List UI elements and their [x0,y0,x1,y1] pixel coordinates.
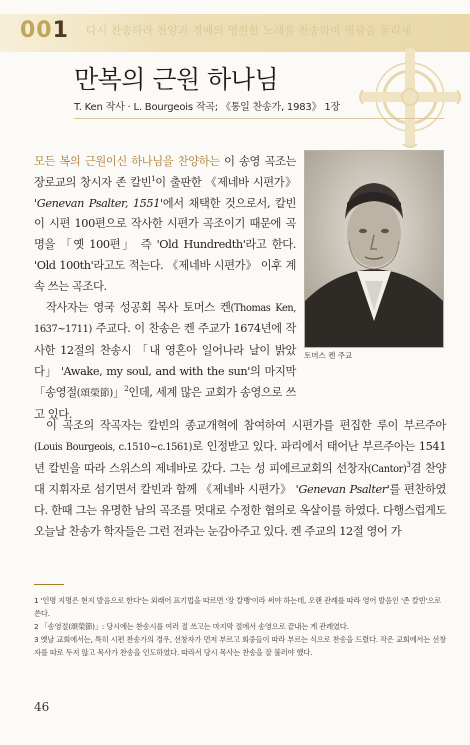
text-run: (Cantor) [367,463,407,475]
text-run: (頌榮節) [76,387,113,399]
text-run: 를 편찬하였다. 한때 그는 유명한 남의 곡조를 멋대로 수정한 혐의로 옥살이를 하였다. 다행스럽게도 오늘날 찬송가 학자들은 그런 전과는 눈감아주고 있다. 켄 주교의 12절 영어 가 [34,483,447,538]
text-run: 이 출판한 《제네바 시편가》 [155,175,297,189]
page-title: 만복의 근원 하나님 [74,65,279,94]
text-run: 인데, 세계 많은 교회가 송영으로 쓰고 있다. [34,385,296,421]
text-run: 에서 채택한 것으로서, 칼빈이 시편 100편으로 작사한 시편가 곡조이기 때문에 곡명을 「옛 100편」 즉 'Old Hundredth'라고 한다. 'Old 100th'라고도 적는다. 《제네바 시편가》 이후 계속 쓰는 곡조다. [34,196,296,293]
footnote-2: 2 「송영절(頌榮節)」: 당시에는 찬송시를 여러 절 쓰고는 마지막 절에서 송영으로 끝내는 게 관례였다. [34,622,349,631]
text-run: 작사자는 영국 성공회 목사 토머스 켄 [46,300,231,314]
portrait-image [304,150,444,348]
paragraph-1 [34,152,296,425]
page-number: 46 [34,700,50,714]
text-run: 주교다. 이 찬송은 켄 주교가 1674년에 작사한 12절의 찬송시 「내 영혼아 일어나라 날이 밝았다」 'Awake, my soul, and with the sun'의 마지막 「송영절 [34,322,296,399]
text-run: (Louis Bourgeois, c.1510~c.1561) [34,441,193,453]
header-faded-text: 다시 찬송하라 찬양과 경배의 영원한 노래를 찬송하며 영광을 돌리세 [86,24,412,37]
text-run: 겸 찬양대 지휘자로 섬기면서 칼빈과 함께 《제네바 시편가》 [34,461,446,497]
celtic-cross-ornament [355,42,465,152]
portrait-drawing [305,151,443,347]
text-run: 'Genevan Psalter, 1551' [34,196,163,210]
text-run: 2 [124,385,129,393]
text-run: 3 [406,460,411,469]
footnotes [34,594,448,659]
paragraph-1b [34,301,296,421]
chapter-number [20,18,69,43]
title-rule [74,118,444,119]
footnote-3: 3 옛날 교회에서는, 특히 시편 찬송가의 경우, 선창자가 먼저 부르고 회중들이 따라 부르는 식으로 찬송을 드렸다. 작은 교회에서는 선창자를 따로 두지 않고 목사가 찬송을 인도하였다. 따라서 당시 목사는 찬송을 잘 불러야 했다. [34,635,446,657]
text-run: 이 곡조의 작곡자는 칼빈의 종교개혁에 참여하여 시편가를 편집한 루이 부르주아 [46,419,446,432]
text-run: 로 인정받고 있다. 파리에서 태어난 부르주아는 1541년 칼빈을 따라 스위스의 제네바로 갔다. 그는 성 피에르교회의 선창자 [34,439,446,475]
page-subtitle: T. Ken 작사 · L. Bourgeois 작곡; 《통일 찬송가, 1983》 1장 [74,102,340,113]
text-run: 모든 복의 근원이신 하나님을 찬양하는 [34,155,220,168]
text-run: (Thomas Ken, 1637~1711) [34,302,296,336]
paragraph-2-text [34,419,446,538]
chapter-number-last: 1 [52,18,69,43]
footnote-rule [34,584,64,585]
paragraph-1a [34,155,296,293]
chapter-number-prefix: 00 [20,18,53,43]
text-run: 'Genevan Psalter' [295,483,390,497]
text-run: 이 송영 곡조는 장로교의 창시자 존 칼빈 [34,155,296,189]
text-run: 1 [151,175,156,184]
paragraph-2 [34,416,446,543]
portrait-caption: 토머스 켄 주교 [304,351,353,360]
text-run: 」 [112,385,125,399]
footnote-1: 1 '인명 지명은 현지 발음으로 한다'는 외래어 표기법을 따르면 '장 칼뱅'이라 써야 하는데, 오랜 관례를 따라 영어 발음인 '존 칼빈'으로 쓴다. [34,596,441,618]
